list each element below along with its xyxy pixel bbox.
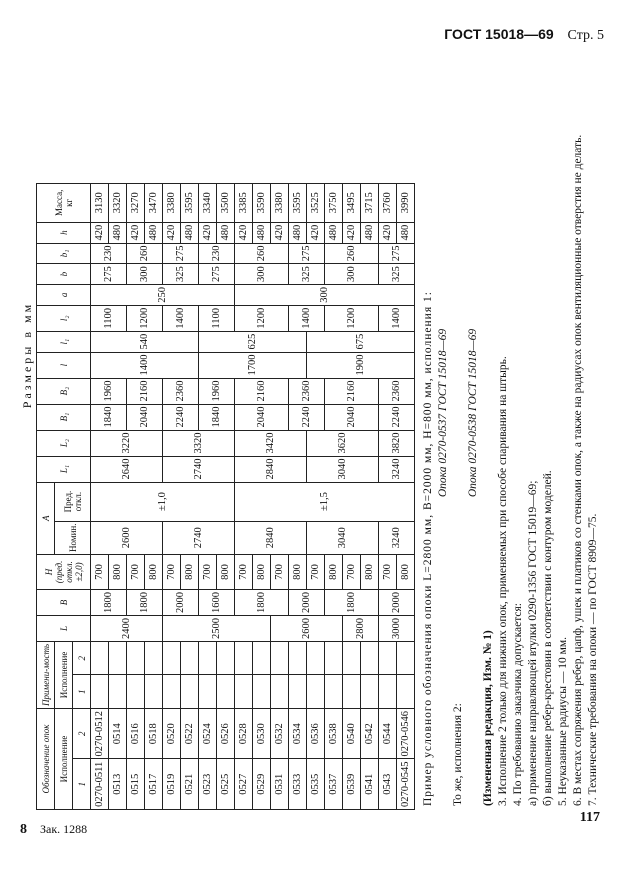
cell-b: 275: [91, 264, 127, 285]
applicability-exec2: [145, 641, 163, 675]
cell-mass: 3320: [109, 183, 127, 222]
applicability-exec1: [199, 675, 217, 709]
cell-b1: 260: [235, 243, 289, 264]
cell-h: 480: [145, 222, 163, 243]
cell-a: 3040: [307, 521, 379, 554]
designation-exec1: 0535: [307, 759, 325, 810]
cell-l2: 1400: [289, 305, 325, 331]
applicability-exec1: [379, 675, 397, 709]
cell-b1: 2240: [289, 404, 325, 430]
header-b1: b₁: [37, 243, 91, 264]
cell-h: 420: [343, 222, 361, 243]
cell-L: 2600: [271, 615, 343, 641]
cell-b2: 1960: [91, 378, 127, 404]
cell-h: 480: [325, 222, 343, 243]
applicability-exec2: [343, 641, 361, 675]
cell-mass: 3760: [379, 183, 397, 222]
table-row: [91, 183, 109, 809]
cell-H: 700: [199, 554, 217, 589]
cell-l1: 2840: [235, 456, 307, 482]
cell-mass: 3340: [199, 183, 217, 222]
cell-mass: 3525: [307, 183, 325, 222]
header-B: B: [37, 589, 91, 615]
cell-H: 700: [235, 554, 253, 589]
applicability-exec1: [325, 675, 343, 709]
applicability-exec2: [271, 641, 289, 675]
header-b: b: [37, 264, 91, 285]
cell-l1: 2740: [163, 456, 235, 482]
applicability-exec1: [397, 675, 415, 709]
designation-exec1: 0515: [127, 759, 145, 810]
cell-b2: 2160: [325, 378, 379, 404]
dimensions-table: [36, 183, 415, 810]
designation-exec1: 0517: [145, 759, 163, 810]
note-item: б) выполнение ребер-крестовин в соответствии с контуром моделей.: [542, 470, 554, 806]
designation-exec1: 0543: [379, 759, 397, 810]
designation-exec2: 0270-0546: [397, 709, 415, 760]
cell-b1: 2040: [325, 404, 379, 430]
cell-b1: 230: [199, 243, 235, 264]
cell-l2: 1400: [163, 305, 199, 331]
header-mass: Масса, кг: [37, 183, 91, 222]
cell-l2: 3220: [91, 430, 163, 456]
cell-l1: 540: [91, 331, 199, 352]
header-H: H (пред. откл. ±2,0): [37, 554, 91, 589]
cell-L: 2400: [91, 615, 163, 641]
cell-mass: 3470: [145, 183, 163, 222]
cell-h: 420: [271, 222, 289, 243]
cell-L: 2800: [343, 615, 379, 641]
cell-h: 480: [361, 222, 379, 243]
cell-H: 700: [271, 554, 289, 589]
applicability-exec2: [91, 641, 109, 675]
cell-h: 420: [163, 222, 181, 243]
cell-l2: 1200: [235, 305, 289, 331]
cell-H: 800: [325, 554, 343, 589]
cell-mass: 3990: [397, 183, 415, 222]
designation-exec2: 0514: [109, 709, 127, 760]
cell-b1: 260: [325, 243, 379, 264]
cell-b: 300: [235, 264, 289, 285]
header-A: A: [37, 482, 55, 554]
cell-b2: 1960: [199, 378, 235, 404]
cell-b1: 2240: [379, 404, 415, 430]
designation-exec1: 0521: [181, 759, 199, 810]
applicability-exec1: [343, 675, 361, 709]
cell-B: 1800: [127, 589, 163, 615]
cell-H: 800: [109, 554, 127, 589]
cell-B: 1800: [235, 589, 289, 615]
header-ap-exec1: 1: [73, 675, 91, 709]
applicability-exec2: [199, 641, 217, 675]
applicability-exec1: [361, 675, 379, 709]
cell-H: 700: [307, 554, 325, 589]
cell-a: 2740: [163, 521, 235, 554]
cell-l1: 2640: [91, 456, 163, 482]
example-line-3: То же, исполнения 2:: [452, 703, 464, 806]
cell-H: 800: [397, 554, 415, 589]
applicability-exec2: [379, 641, 397, 675]
designation-exec1: 0541: [361, 759, 379, 810]
cell-b1: 2040: [127, 404, 163, 430]
designation-exec2: 0532: [271, 709, 289, 760]
notes-block: [421, 20, 601, 806]
header-L1: L₁: [37, 456, 91, 482]
cell-l2: 1100: [91, 305, 127, 331]
designation-exec1: 0525: [217, 759, 235, 810]
applicability-exec2: [181, 641, 199, 675]
cell-h: 420: [199, 222, 217, 243]
cell-l2: 3820: [379, 430, 415, 456]
note-item: (Измененная редакция, Изм. № 1): [482, 630, 494, 806]
designation-exec1: 0531: [271, 759, 289, 810]
designation-exec1: 0513: [109, 759, 127, 810]
cell-l: 1700: [199, 352, 307, 378]
table-title: Размеры в мм: [20, 301, 34, 409]
example-line-4: Опока 0270-0538 ГОСТ 15018—69: [467, 328, 479, 498]
gost-number: ГОСТ 15018—69: [444, 26, 554, 42]
cell-b1: 1840: [199, 404, 235, 430]
cell-l2: 1200: [325, 305, 379, 331]
applicability-exec2: [217, 641, 235, 675]
cell-H: 800: [145, 554, 163, 589]
cell-l2: 1400: [379, 305, 415, 331]
cell-B: 1800: [91, 589, 127, 615]
cell-a_dev: ±1,5: [235, 482, 415, 521]
example-line-1: Пример условного обозначения опоки L=2800 мм, B=2000 мм, H=800 мм, исполнения 1:: [422, 291, 434, 806]
applicability-exec1: [289, 675, 307, 709]
applicability-exec2: [109, 641, 127, 675]
cell-a: 250: [91, 285, 235, 306]
header-d-exec1: 1: [73, 759, 91, 810]
cell-b2: 2160: [127, 378, 163, 404]
designation-exec2: 0538: [325, 709, 343, 760]
cell-b: 300: [127, 264, 163, 285]
applicability-exec1: [181, 675, 199, 709]
applicability-exec2: [397, 641, 415, 675]
designation-exec1: 0270-0511: [91, 759, 109, 810]
cell-H: 800: [181, 554, 199, 589]
designation-exec2: 0528: [235, 709, 253, 760]
cell-B: 2000: [379, 589, 415, 615]
cell-l2: 3320: [163, 430, 235, 456]
cell-b1: 275: [289, 243, 325, 264]
designation-exec2: 0522: [181, 709, 199, 760]
designation-exec2: 0516: [127, 709, 145, 760]
applicability-exec1: [127, 675, 145, 709]
footer-left: [20, 822, 87, 838]
cell-H: 800: [289, 554, 307, 589]
designation-exec1: 0519: [163, 759, 181, 810]
designation-exec1: 0539: [343, 759, 361, 810]
rotated-content: [20, 20, 600, 810]
cell-a: 300: [235, 285, 415, 306]
header-designation-sub: Исполнение: [55, 709, 73, 810]
note-item: 4. По требованию заказчика допускается:: [512, 602, 524, 806]
cell-b1: 230: [91, 243, 127, 264]
cell-b1: 2040: [235, 404, 289, 430]
cell-l1: 625: [199, 331, 307, 352]
cell-h: 420: [235, 222, 253, 243]
cell-b2: 2160: [235, 378, 289, 404]
cell-mass: 3380: [271, 183, 289, 222]
header-B2: B₂: [37, 378, 91, 404]
applicability-exec2: [289, 641, 307, 675]
header-a: a: [37, 285, 91, 306]
applicability-exec1: [109, 675, 127, 709]
cell-b2: 2360: [163, 378, 199, 404]
cell-mass: 3595: [181, 183, 199, 222]
header-l: l: [37, 352, 91, 378]
designation-exec2: 0544: [379, 709, 397, 760]
cell-H: 700: [163, 554, 181, 589]
designation-exec1: 0529: [253, 759, 271, 810]
footer-order: Зак. 1288: [40, 822, 88, 836]
designation-exec2: 0520: [163, 709, 181, 760]
designation-exec1: 0527: [235, 759, 253, 810]
cell-h: 480: [181, 222, 199, 243]
cell-h: 420: [379, 222, 397, 243]
header-ap-exec2: 2: [73, 641, 91, 675]
cell-L: 3000: [379, 615, 415, 641]
applicability-exec2: [163, 641, 181, 675]
header-h: h: [37, 222, 91, 243]
header-L2: L₂: [37, 430, 91, 456]
cell-B: 2000: [289, 589, 325, 615]
note-item: 5. Неуказанные радиусы — 10 мм.: [557, 636, 569, 806]
cell-a_dev: ±1,0: [91, 482, 235, 521]
cell-H: 800: [253, 554, 271, 589]
cell-h: 420: [91, 222, 109, 243]
cell-B: 1800: [325, 589, 379, 615]
cell-H: 700: [127, 554, 145, 589]
cell-B: 2000: [163, 589, 199, 615]
cell-mass: 3385: [235, 183, 253, 222]
cell-mass: 3590: [253, 183, 271, 222]
cell-mass: 3595: [289, 183, 307, 222]
applicability-exec2: [127, 641, 145, 675]
header-A-nom: Номин.: [55, 521, 91, 554]
cell-H: 700: [91, 554, 109, 589]
designation-exec2: 0524: [199, 709, 217, 760]
cell-a: 2600: [91, 521, 163, 554]
header-B1: B₁: [37, 404, 91, 430]
cell-h: 480: [289, 222, 307, 243]
applicability-exec2: [361, 641, 379, 675]
applicability-exec2: [235, 641, 253, 675]
header-d-exec2: 2: [73, 709, 91, 760]
designation-exec1: 0270-0545: [397, 759, 415, 810]
cell-b: 325: [379, 264, 415, 285]
cell-a: 2840: [235, 521, 307, 554]
applicability-exec1: [307, 675, 325, 709]
notes-list: [481, 20, 601, 806]
cell-mass: 3715: [361, 183, 379, 222]
cell-b1: 275: [379, 243, 415, 264]
note-item: 7. Технические требования на опоки — по ГОСТ 8909—75.: [587, 513, 599, 806]
cell-b1: 1840: [91, 404, 127, 430]
designation-exec2: 0530: [253, 709, 271, 760]
header-l2: l₂: [37, 305, 91, 331]
cell-b: 325: [163, 264, 199, 285]
example-line-2: Опока 0270-0537 ГОСТ 15018—69: [437, 328, 449, 498]
cell-H: 700: [379, 554, 397, 589]
cell-l2: 1100: [199, 305, 235, 331]
designation-exec2: 0534: [289, 709, 307, 760]
designation-exec2: 0540: [343, 709, 361, 760]
cell-mass: 3500: [217, 183, 235, 222]
applicability-exec2: [307, 641, 325, 675]
designation-exec1: 0533: [289, 759, 307, 810]
cell-h: 420: [127, 222, 145, 243]
cell-l: 1400: [91, 352, 199, 378]
applicability-exec1: [217, 675, 235, 709]
header-L: L: [37, 615, 91, 641]
cell-h: 420: [307, 222, 325, 243]
designation-exec1: 0523: [199, 759, 217, 810]
cell-h: 480: [253, 222, 271, 243]
table-body: [91, 183, 415, 809]
cell-l1: 3040: [307, 456, 379, 482]
cell-mass: 3495: [343, 183, 361, 222]
cell-b: 275: [199, 264, 235, 285]
cell-b2: 2360: [289, 378, 325, 404]
header-applicability: Примени-мость: [37, 641, 55, 708]
designation-exec1: 0537: [325, 759, 343, 810]
cell-b1: 260: [127, 243, 163, 264]
cell-B: 1600: [199, 589, 235, 615]
cell-mass: 3270: [127, 183, 145, 222]
note-item: 6. В местах сопряжения ребер, цапф, ушек и платиков со стенками опок, а также на радиусах опок вентиляционные отверстия не делать.: [572, 134, 584, 806]
cell-H: 700: [343, 554, 361, 589]
header-A-dev: Пред. откл.: [55, 482, 91, 521]
header-designation: Обозначение опок: [37, 709, 55, 810]
applicability-exec1: [235, 675, 253, 709]
applicability-exec2: [253, 641, 271, 675]
cell-h: 480: [397, 222, 415, 243]
cell-h: 480: [109, 222, 127, 243]
designation-exec2: 0270-0512: [91, 709, 109, 760]
cell-l1: 675: [307, 331, 415, 352]
page-number: 117: [579, 810, 600, 825]
page-label: Стр. 5: [567, 28, 604, 43]
footer-sheet-number: 8: [20, 822, 27, 837]
cell-H: 800: [361, 554, 379, 589]
designation-exec2: 0536: [307, 709, 325, 760]
applicability-exec1: [91, 675, 109, 709]
header-applicability-sub: Исполнение: [55, 641, 73, 708]
cell-b1: 275: [163, 243, 199, 264]
cell-h: 480: [217, 222, 235, 243]
cell-mass: 3380: [163, 183, 181, 222]
cell-l: 1900: [307, 352, 415, 378]
cell-l2: 3420: [235, 430, 307, 456]
designation-exec2: 0542: [361, 709, 379, 760]
cell-l2: 1200: [127, 305, 163, 331]
cell-b: 325: [289, 264, 325, 285]
cell-b2: 2360: [379, 378, 415, 404]
applicability-exec1: [145, 675, 163, 709]
applicability-exec2: [325, 641, 343, 675]
applicability-exec1: [253, 675, 271, 709]
designation-exec2: 0518: [145, 709, 163, 760]
cell-mass: 3130: [91, 183, 109, 222]
applicability-exec1: [271, 675, 289, 709]
cell-mass: 3750: [325, 183, 343, 222]
cell-a: 3240: [379, 521, 415, 554]
cell-L: 2500: [163, 615, 271, 641]
cell-b1: 2240: [163, 404, 199, 430]
note-item: 3. Исполнение 2 только для нижних опок, применяемых при способе спаривания на штырь.: [497, 356, 509, 806]
header-l1: l₁: [37, 331, 91, 352]
cell-l2: 3620: [307, 430, 379, 456]
note-item: а) применение направляющей втулки 0290-1356 ГОСТ 15019—69;: [527, 480, 539, 806]
applicability-exec1: [163, 675, 181, 709]
table-row: [235, 183, 253, 809]
cell-l1: 3240: [379, 456, 415, 482]
designation-exec2: 0526: [217, 709, 235, 760]
cell-H: 800: [217, 554, 235, 589]
cell-b: 300: [325, 264, 379, 285]
